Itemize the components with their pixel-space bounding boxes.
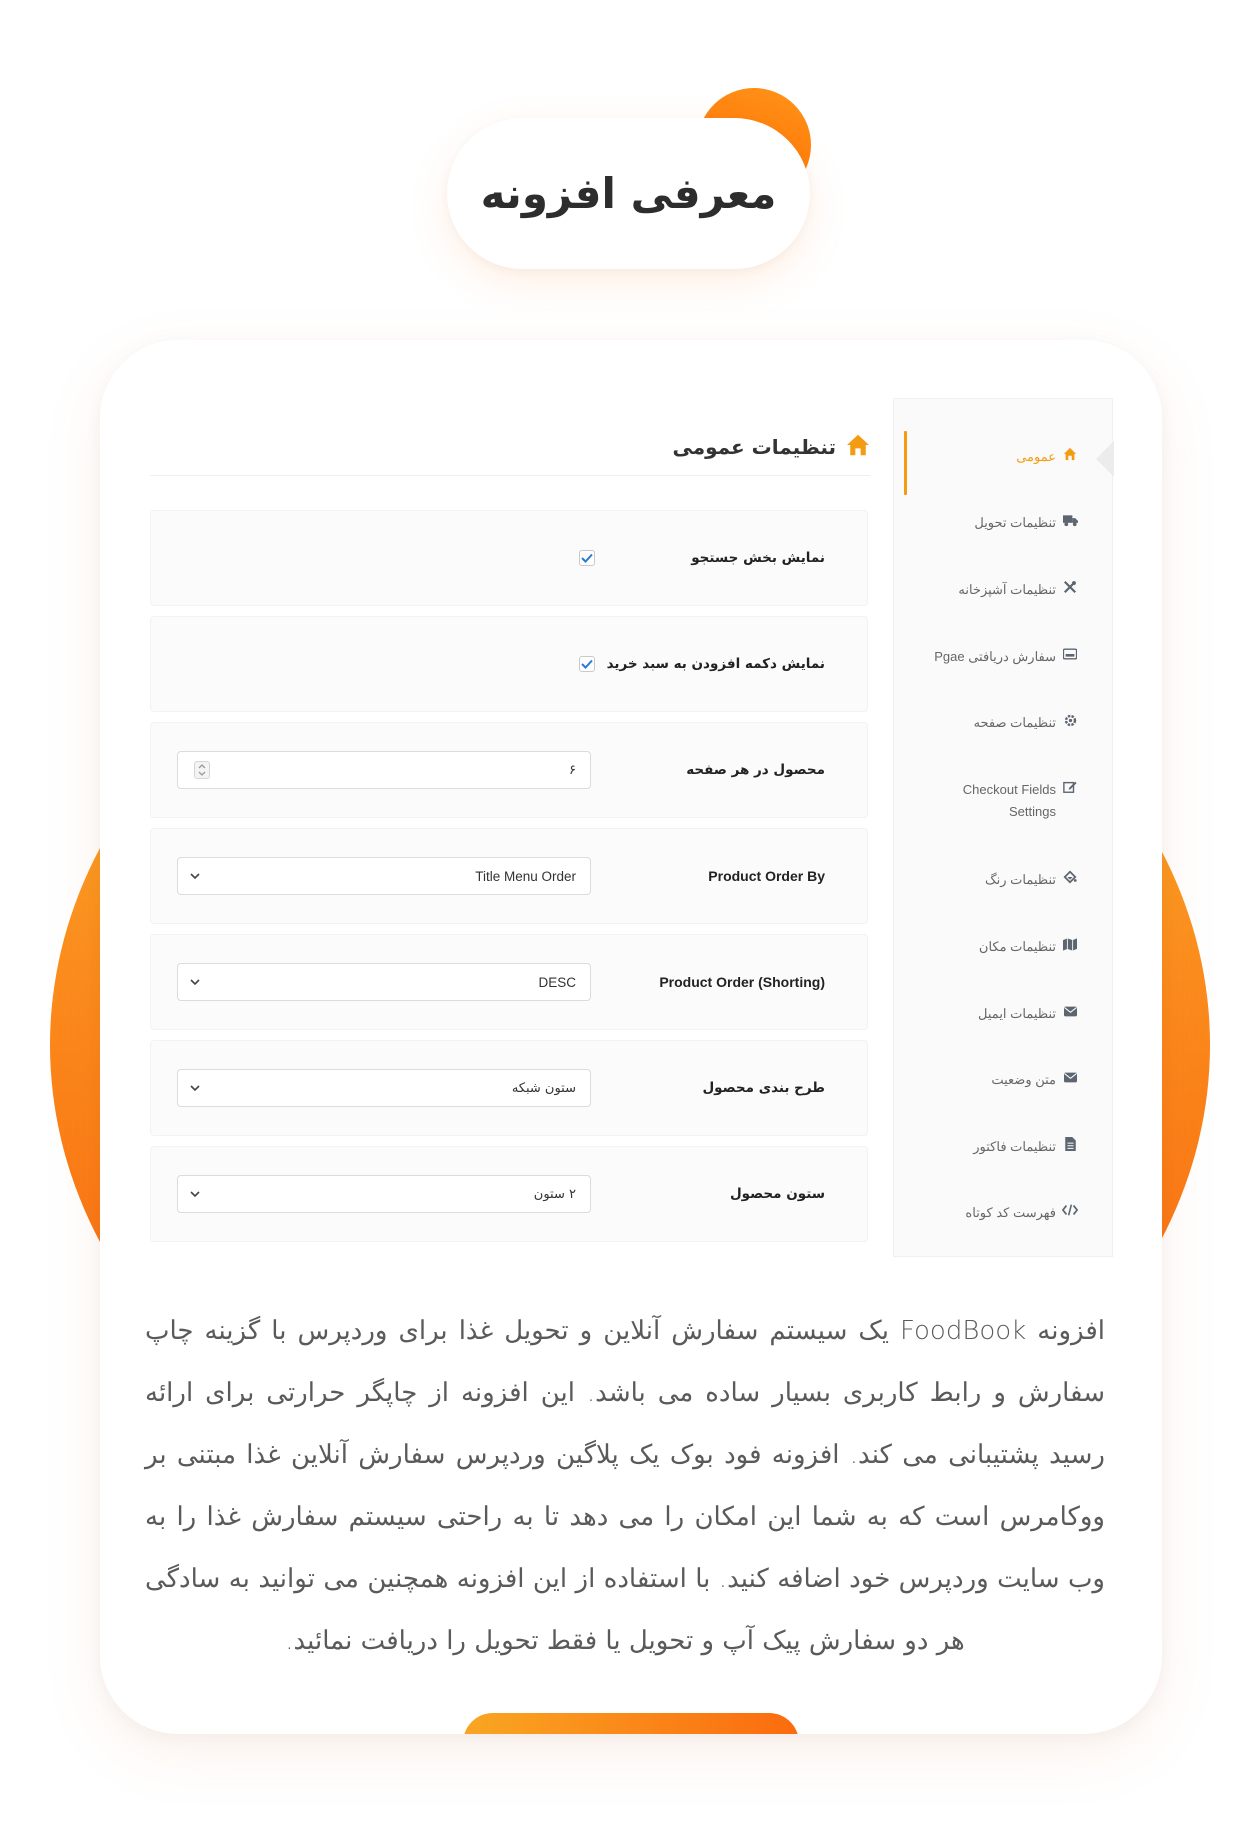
check-icon xyxy=(581,553,593,563)
product-order-select[interactable] xyxy=(177,963,591,1001)
products-per-page-input[interactable] xyxy=(177,751,591,789)
map-icon xyxy=(1062,936,1078,952)
sidebar-item-checkout-fields[interactable] xyxy=(908,779,1078,823)
sidebar-item-label: تنظیمات ایمیل xyxy=(978,1006,1056,1021)
plugin-description: افزونه FoodBook یک سیستم سفارش آنلاین و تحویل غذا برای وردپرس با گزینه چاپ سفارش و رابط کاربری بسیار ساده می باشد. این افزونه از چاپگر حرارتی برای ارائه رسید پشتیبانی می کند. افزونه فود بوک یک پلاگین وردپرس سفارش آنلاین غذا مبتنی بر ووکامرس است که به شما این امکان را می دهد تا به راحتی سیستم سفارش غذا را به وب سایت وردپرس خود اضافه کنید. با استفاده از این افزونه همچنین می توانید به سادگی هر دو سفارش پیک آپ و تحویل یا فقط تحویل را دریافت نمائید. xyxy=(145,1316,1105,1656)
field-value: ۲ ستون xyxy=(533,1186,576,1202)
sidebar-active-caret xyxy=(1096,441,1114,477)
settings-content xyxy=(150,398,870,1238)
setting-row-product-layout xyxy=(150,1040,868,1136)
home-icon xyxy=(1062,446,1078,462)
sidebar-item-colors[interactable] xyxy=(908,869,1078,891)
sidebar-item-invoice[interactable] xyxy=(908,1136,1078,1158)
sidebar-item-email[interactable] xyxy=(908,1003,1078,1025)
setting-label: محصول در هر صفحه xyxy=(686,762,825,778)
envelope-icon xyxy=(1062,1069,1078,1085)
setting-row-product-order-by xyxy=(150,828,868,924)
header-pill xyxy=(447,118,810,269)
truck-icon xyxy=(1062,512,1078,528)
show-add-to-cart-checkbox[interactable] xyxy=(579,656,595,672)
receipt-icon xyxy=(1062,646,1078,662)
setting-row-show-search xyxy=(150,510,868,606)
main-card xyxy=(100,340,1162,1734)
chevron-down-icon xyxy=(188,1187,202,1201)
sidebar-item-label: تنظیمات صفحه xyxy=(973,715,1056,730)
sidebar-item-label: Checkout Fields Settings xyxy=(962,782,1056,819)
sidebar-item-kitchen[interactable] xyxy=(908,579,1078,601)
setting-row-product-columns xyxy=(150,1146,868,1242)
sidebar-item-location[interactable] xyxy=(908,936,1078,958)
sidebar-item-label: سفارش دریافتی Pgae xyxy=(934,649,1056,664)
chevron-down-icon xyxy=(188,869,202,883)
sidebar-item-shortcodes[interactable] xyxy=(908,1202,1078,1224)
sidebar-item-status-text[interactable] xyxy=(908,1069,1078,1091)
check-icon xyxy=(581,659,593,669)
sidebar-item-label: تنظیمات رنگ xyxy=(985,872,1056,887)
sidebar-item-label: تنظیمات آشپزخانه xyxy=(958,582,1056,597)
sidebar-item-label: عمومی xyxy=(1016,449,1056,464)
edit-icon xyxy=(1062,779,1078,795)
product-order-by-select[interactable] xyxy=(177,857,591,895)
sidebar-item-label: تنظیمات فاکتور xyxy=(973,1139,1056,1154)
field-value: ستون شبکه xyxy=(511,1080,576,1096)
envelope-icon xyxy=(1062,1003,1078,1019)
settings-screenshot xyxy=(150,398,1113,1220)
setting-row-show-add-to-cart xyxy=(150,616,868,712)
field-value: Title Menu Order xyxy=(475,868,576,884)
card-bottom-accent xyxy=(463,1713,799,1734)
chevron-down-icon xyxy=(188,975,202,989)
field-value: DESC xyxy=(538,974,576,990)
page-title: معرفی افزونه xyxy=(480,169,777,218)
field-value: ۶ xyxy=(569,762,576,778)
sidebar-item-label: فهرست کد کوتاه xyxy=(965,1205,1056,1220)
sidebar-item-page-settings[interactable] xyxy=(908,712,1078,734)
sidebar-item-general[interactable] xyxy=(908,446,1078,468)
sidebar-item-received-order[interactable] xyxy=(908,646,1078,668)
chevron-down-icon xyxy=(188,1081,202,1095)
utensils-icon xyxy=(1062,579,1078,595)
paint-bucket-icon xyxy=(1062,869,1078,885)
sidebar-item-label: تنظیمات تحویل xyxy=(974,515,1056,530)
setting-label: نمایش دکمه افزودن به سبد خرید xyxy=(606,656,825,672)
sidebar-item-label: تنظیمات مکان xyxy=(978,939,1056,954)
sidebar-active-indicator xyxy=(904,431,907,495)
setting-label: Product Order (Shorting) xyxy=(659,974,825,990)
setting-row-products-per-page xyxy=(150,722,868,818)
settings-header xyxy=(150,418,870,476)
setting-label: ستون محصول xyxy=(729,1186,825,1202)
settings-title: تنظیمات عمومی xyxy=(672,434,836,459)
gear-icon xyxy=(1062,712,1078,728)
setting-label: طرح بندی محصول xyxy=(702,1080,825,1096)
invoice-icon xyxy=(1062,1136,1078,1152)
setting-row-product-order-sorting xyxy=(150,934,868,1030)
settings-sidebar xyxy=(893,398,1113,1257)
code-icon xyxy=(1062,1202,1078,1218)
product-columns-select[interactable] xyxy=(177,1175,591,1213)
sidebar-item-delivery[interactable] xyxy=(908,512,1078,534)
home-icon xyxy=(846,434,870,460)
sidebar-item-label: متن وضعیت xyxy=(991,1072,1056,1087)
setting-label: نمایش بخش جستجو xyxy=(691,550,825,566)
setting-label: Product Order By xyxy=(708,868,825,884)
product-layout-select[interactable] xyxy=(177,1069,591,1107)
number-spinner-icon[interactable] xyxy=(194,761,210,779)
show-search-checkbox[interactable] xyxy=(579,550,595,566)
